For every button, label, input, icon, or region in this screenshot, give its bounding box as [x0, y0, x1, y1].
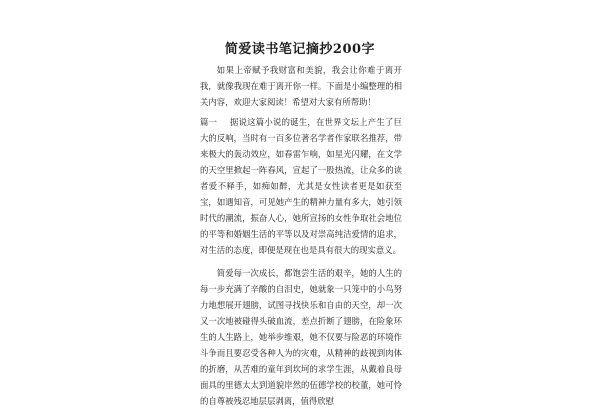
paragraph-2: 简爱每一次成长，都饱尝生活的艰辛，她的人生的每一步充满了辛酸的自泪史，她就象一只笼中的小鸟努力地想展开翅膀，试图寻找快乐和自由的天空，却一次又一次地被碰得头破血流，差点折断了翅膀，在险象环生的人生路上，她举步维艰，她不仅要与险恶的环境作斗争而且要忍受各种人为的灾难，从精神的歧视到肉体的折磨，从苦难的童年到坎坷的求学生涯，从戴着良母面具的里德太太到道貌岸然的伍德学校的校董，她可怜的自尊被残忍地层层剥离，值得欣慰 [200, 268, 402, 406]
article-body [200, 114, 402, 416]
document-title: 简爱读书笔记摘抄200字 [224, 42, 376, 57]
section-label: 篇一 [200, 117, 218, 127]
paragraph-1 [200, 114, 402, 258]
intro-paragraph: 如果上帝赋予我财富和美貌，我会让你难于离开我，就像我现在难于离开你一样。下面是小编整理的相关内容，欢迎大家阅读！希望对大家有所帮助！ [200, 65, 402, 107]
paragraph-1-text: 据说这篇小说的诞生，在世界文坛上产生了巨大的反响，当时有一百多位著名学者作家联名推荐，带来极大的轰动效应，如春雷乍响，如星光闪耀，在文学的天空里掀起一阵春风，宣起了一股热流，让众多的读者爱不释手，如痴如醉，尤其是女性读者更是如获至宝，如遇知音，可见她产生的精神力量有多大，她引领时代的潮流，振奋人心，她所宣扬的女性争取社会地位的平等和婚姻生活的平等以及对崇高纯洁爱情的追求，对生活的态度，即便是现在也是具有很大的现实意义。 [200, 117, 403, 255]
